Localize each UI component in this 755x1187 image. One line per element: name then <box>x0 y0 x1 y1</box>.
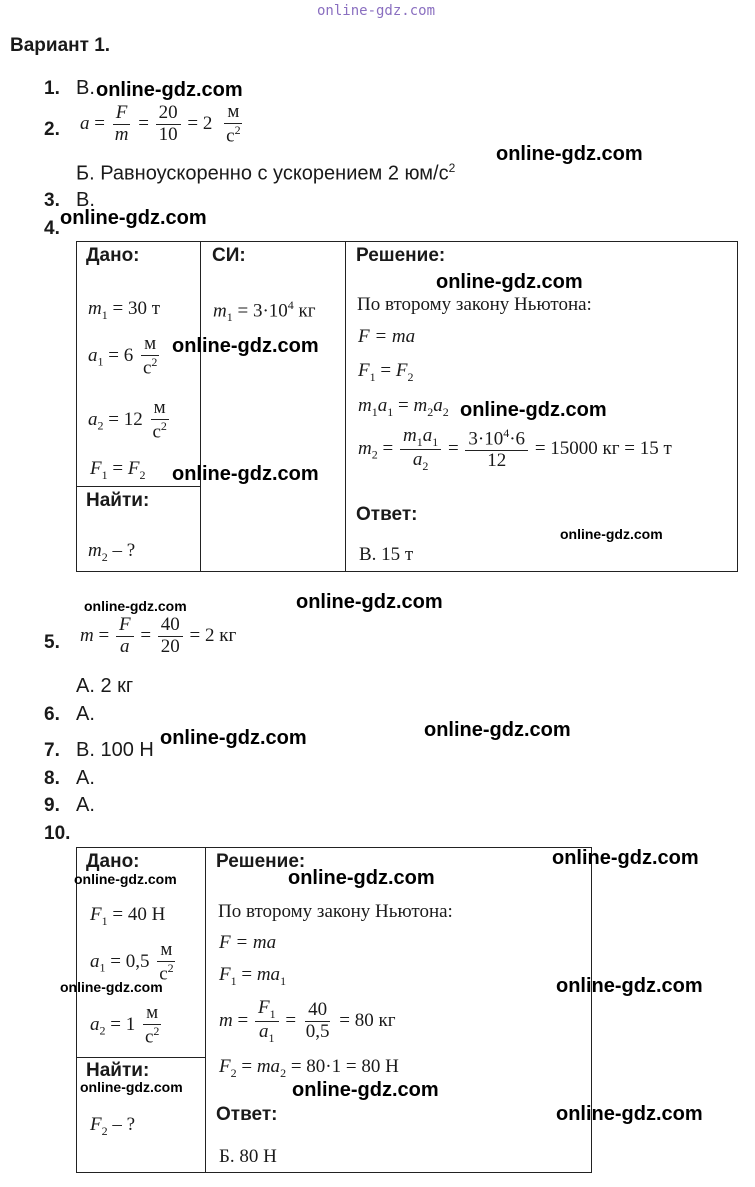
table1-answer-header: Ответ: <box>356 504 418 525</box>
item-answer: А. <box>76 703 95 725</box>
table1-solution-header: Решение: <box>356 245 446 266</box>
solution-eq1: F = ma <box>358 326 416 347</box>
watermark: online-gdz.com <box>80 1079 183 1095</box>
item-answer: Б. Равноускоренно с ускорением 2 $юм/с^2$ <box>76 161 456 185</box>
watermark: online-gdz.com <box>96 79 243 101</box>
given-a2: $a_2 = 12$ $\frac{м}{с^2}$ <box>88 397 167 443</box>
item-number: 10. <box>44 823 71 844</box>
given-F1: $F_1 = 40$ Н <box>90 904 166 928</box>
watermark: online-gdz.com <box>556 1103 703 1125</box>
solution-eq4: $m_2$ = $\frac{m_1a_1}{a_2}$ = $\frac{3\cdot 10^4\cdot 6}{12}$ = 15000 кг = 15 т <box>358 425 672 473</box>
watermark: online-gdz.com <box>160 727 307 749</box>
given-m1: $m_1 = 30$ т <box>88 298 161 322</box>
watermark: online-gdz.com <box>552 847 699 869</box>
solution-law: По второму закону Ньютона: <box>218 901 453 922</box>
item-number: 6. <box>44 704 60 725</box>
watermark: online-gdz.com <box>496 143 643 165</box>
watermark: online-gdz.com <box>424 719 571 741</box>
item-number: 1. <box>44 78 60 99</box>
si-m1: $m_1 = 3\cdot 10^4$ кг <box>213 298 316 325</box>
solution-law: По второму закону Ньютона: <box>357 294 592 315</box>
table1-dano-header: Дано: <box>86 245 140 266</box>
watermark: online-gdz.com <box>460 399 607 421</box>
table2-solution-header: Решение: <box>216 851 306 872</box>
watermark-top: online-gdz.com <box>317 3 436 19</box>
item-answer: А. <box>76 767 95 789</box>
watermark: online-gdz.com <box>60 979 163 995</box>
item-number: 3. <box>44 190 60 211</box>
solution-eq3: m = $\frac{F_1}{a_1}$ = $\frac{40}{0,5}$ = 80 кг <box>219 997 396 1045</box>
item-number: 8. <box>44 768 60 789</box>
solution-eq2: $F_1 = F_2$ <box>358 360 414 384</box>
given-a1: $a_1 = 0,5$ $\frac{м}{с^2}$ <box>90 939 174 985</box>
find-F2: $F_2$ – ? <box>90 1114 136 1138</box>
watermark: online-gdz.com <box>560 526 663 542</box>
solution-eq1: F = ma <box>219 932 277 953</box>
item-number: 9. <box>44 795 60 816</box>
watermark: online-gdz.com <box>172 463 319 485</box>
given-a1: $a_1 = 6$ $\frac{м}{с^2}$ <box>88 333 158 379</box>
formula-mass: m = $\frac{F}{a}$ = $\frac{40}{20}$ = 2 кг <box>80 614 237 657</box>
find-m2: $m_2$ – ? <box>88 540 136 564</box>
table1-si-header: СИ: <box>212 245 246 266</box>
watermark: online-gdz.com <box>60 207 207 229</box>
table2-dano-header: Дано: <box>86 851 140 872</box>
item-answer: В. <box>76 77 95 99</box>
item-answer: В. <box>76 189 95 211</box>
solution-eq4: $F_2 = ma_2 = 80\cdot 1 = 80$ Н <box>219 1056 399 1080</box>
item-number: 7. <box>44 740 60 761</box>
table1-answer: В. 15 т <box>359 544 414 565</box>
watermark: online-gdz.com <box>288 867 435 889</box>
item-number: 5. <box>44 632 60 653</box>
item-number: 2. <box>44 119 60 140</box>
table2-answer: Б. 80 Н <box>219 1146 277 1167</box>
table2-answer-header: Ответ: <box>216 1104 278 1125</box>
solution-eq3: $m_1a_1 = m_2a_2$ <box>358 395 449 419</box>
given-f1-f2: $F_1 = F_2$ <box>90 458 146 482</box>
given-a2: $a_2 = 1$ $\frac{м}{с^2}$ <box>90 1002 160 1048</box>
item-answer: А. 2 кг <box>76 675 134 697</box>
item-answer: В. 100 Н <box>76 739 154 761</box>
watermark: online-gdz.com <box>296 591 443 613</box>
solution-eq2: $F_1 = ma_1$ <box>219 964 287 988</box>
watermark: online-gdz.com <box>172 335 319 357</box>
variant-title: Вариант 1. <box>10 35 111 56</box>
item-number: 4. <box>44 218 60 239</box>
table2-find-header: Найти: <box>86 1060 150 1081</box>
watermark: online-gdz.com <box>292 1079 439 1101</box>
item-answer: А. <box>76 794 95 816</box>
watermark: online-gdz.com <box>74 871 177 887</box>
formula-acceleration: a = $\frac{F}{m}$ = $\frac{20}{10}$ = 2 $\frac{м}{с^2}$ <box>80 101 241 147</box>
watermark: online-gdz.com <box>436 271 583 293</box>
table1-find-header: Найти: <box>86 490 150 511</box>
watermark: online-gdz.com <box>556 975 703 997</box>
watermark: online-gdz.com <box>84 598 187 614</box>
